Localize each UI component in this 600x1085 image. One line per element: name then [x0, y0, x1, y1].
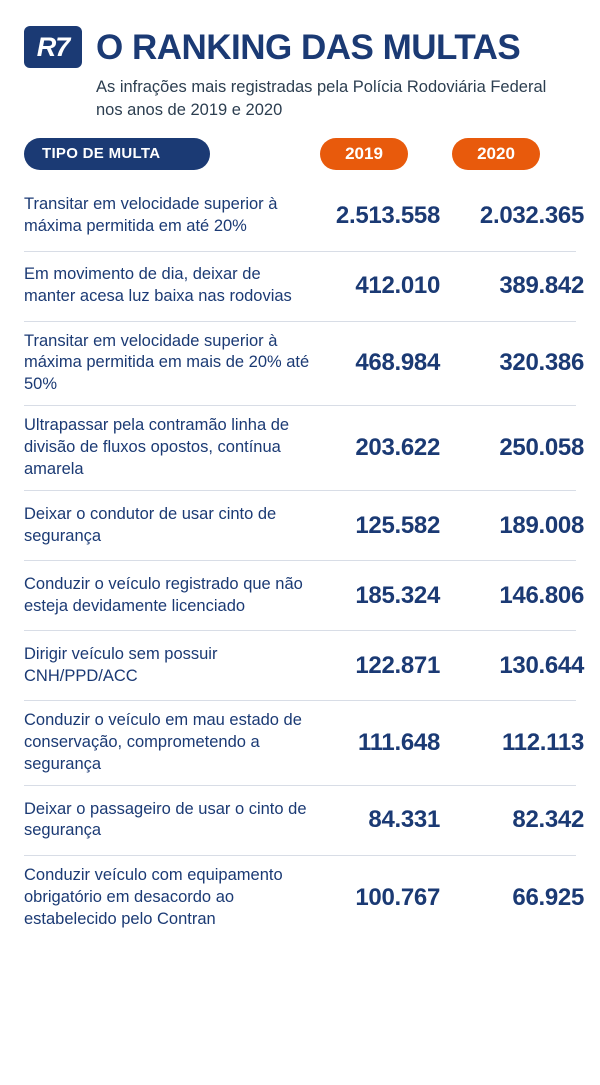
row-value-2020: 130.644 [499, 651, 584, 679]
row-value-2019: 111.648 [357, 729, 440, 757]
row-label: Em movimento de dia, deixar de manter acesa luz baixa nas rodovias [24, 265, 292, 306]
table-row [24, 182, 584, 252]
subtitle: As infrações mais registradas pela Polícia Rodoviária Federal nos anos de 2019 e 2020 [96, 78, 547, 119]
row-label: Deixar o condutor de usar cinto de segurança [24, 504, 277, 545]
row-value-2020: 146.806 [499, 581, 584, 609]
row-value-2019: 185.324 [355, 581, 440, 609]
table-row [24, 701, 584, 786]
row-label: Conduzir o veículo em mau estado de conservação, comprometendo a segurança [24, 711, 302, 774]
table-row [24, 406, 584, 491]
row-value-2019: 122.871 [355, 651, 440, 679]
header [24, 26, 576, 68]
row-value-2019: 84.331 [368, 806, 440, 834]
row-value-2019: 125.582 [355, 511, 440, 539]
row-label: Transitar em velocidade superior à máxima permitida em até 20% [24, 195, 278, 236]
column-header-type: TIPO DE MULTA [24, 138, 210, 170]
table-row [24, 322, 584, 407]
column-header-2019: 2019 [320, 138, 408, 170]
row-value-2020: 250.058 [499, 434, 584, 462]
row-value-2020: 2.032.365 [479, 202, 584, 230]
page-title: O RANKING DAS MULTAS [96, 27, 521, 67]
row-value-2020: 82.342 [512, 806, 584, 834]
row-value-2019: 468.984 [355, 349, 440, 377]
logo-text: R7 [36, 31, 70, 62]
column-headers [24, 138, 576, 170]
row-value-2019: 412.010 [355, 272, 440, 300]
row-label: Transitar em velocidade superior à máxima permitida em mais de 20% até 50% [24, 331, 310, 394]
table-row [24, 561, 584, 631]
table-row [24, 856, 584, 940]
row-label: Deixar o passageiro de usar o cinto de segurança [24, 799, 307, 840]
r7-logo [24, 26, 82, 68]
row-value-2020: 189.008 [499, 511, 584, 539]
row-value-2020: 112.113 [501, 729, 584, 757]
table-row [24, 491, 584, 561]
row-value-2020: 389.842 [499, 272, 584, 300]
row-value-2020: 66.925 [512, 883, 584, 911]
column-header-2020: 2020 [452, 138, 540, 170]
row-value-2020: 320.386 [499, 349, 584, 377]
row-label: Conduzir o veículo registrado que não esteja devidamente licenciado [24, 574, 303, 615]
row-label: Conduzir veículo com equipamento obrigatório em desacordo ao estabelecido pelo Contran [24, 865, 283, 928]
table-row [24, 631, 584, 701]
table-row [24, 786, 584, 856]
row-value-2019: 2.513.558 [335, 202, 440, 230]
table-row [24, 252, 584, 322]
row-label: Dirigir veículo sem possuir CNH/PPD/ACC [24, 644, 218, 685]
ranking-table [24, 182, 584, 940]
row-value-2019: 100.767 [355, 883, 440, 911]
row-label: Ultrapassar pela contramão linha de divisão de fluxos opostos, contínua amarela [24, 416, 290, 479]
row-value-2019: 203.622 [355, 434, 440, 462]
